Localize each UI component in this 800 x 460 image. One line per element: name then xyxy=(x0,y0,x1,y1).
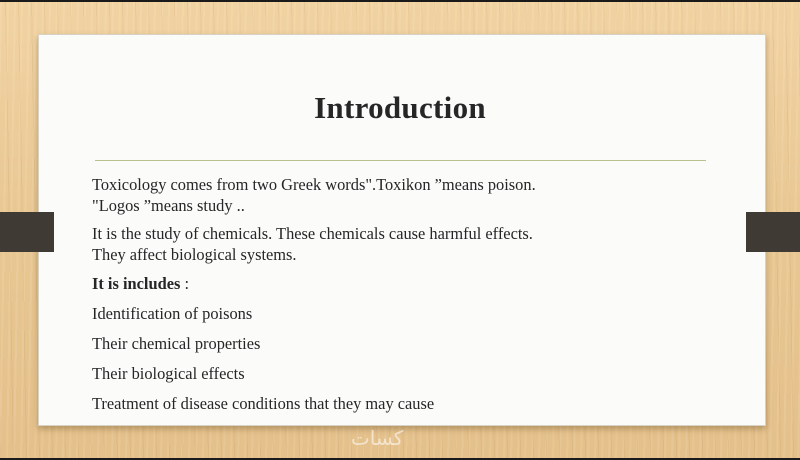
list-item: Their chemical properties xyxy=(92,334,261,353)
watermark-logo: كسات xyxy=(351,426,404,450)
left-side-tab xyxy=(0,212,54,252)
list-item: Treatment of disease conditions that they may cause xyxy=(92,394,435,413)
right-side-tab xyxy=(746,212,800,252)
list-item: Identification of poisons xyxy=(92,304,253,323)
paragraph-definition xyxy=(92,223,732,265)
paragraph-line: They affect biological systems. xyxy=(92,245,297,264)
paragraph-line: "Logos ”means study .. xyxy=(92,196,245,215)
list-item: Their biological effects xyxy=(92,364,245,383)
slide-title: Introduction xyxy=(314,90,486,125)
title-divider xyxy=(95,160,706,161)
includes-heading-text: It is includes xyxy=(92,274,181,293)
includes-heading xyxy=(92,273,732,294)
paragraph-line: It is the study of chemicals. These chemicals cause harmful effects. xyxy=(92,224,533,243)
includes-heading-colon: : xyxy=(180,274,190,293)
paragraph-line: Toxicology comes from two Greek words".Toxikon ”means poison. xyxy=(92,175,536,194)
top-frame-line xyxy=(0,0,800,2)
slide-body xyxy=(92,174,732,414)
paragraph-greek-origin xyxy=(92,174,732,216)
